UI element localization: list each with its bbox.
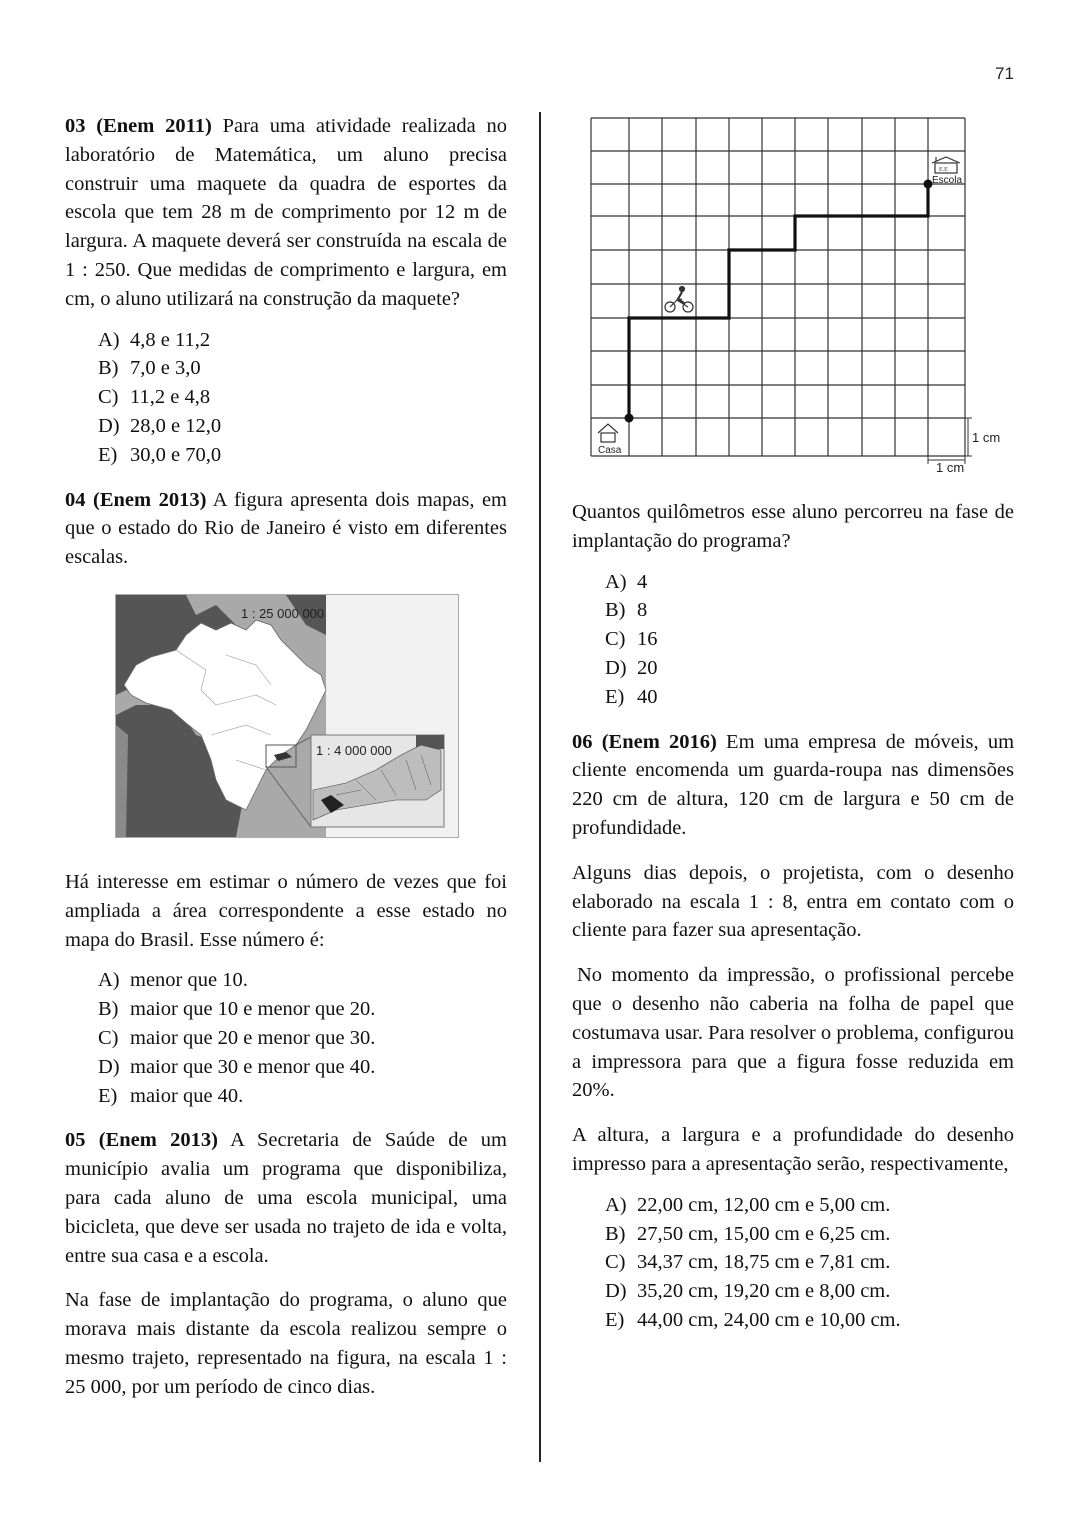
question-06-text4: A altura, a largura e a profundidade do desenho impresso para a apresentação serão, respectivamente, — [572, 1124, 1014, 1175]
option-c[interactable]: C) maior que 20 e menor que 30. — [98, 1026, 376, 1049]
brazil-map-illustration — [116, 595, 458, 837]
escola-label: Escola — [932, 175, 963, 186]
column-divider — [539, 112, 541, 1462]
question-06-text3: No momento da impressão, o profissional percebe que o desenho não caberia na folha de papel que costumava usar. Para resolver o problema, configurou a impressora para que a figura fosse reduzida em 20%. — [572, 964, 1014, 1102]
rj-scale-label: 1 : 4 000 000 — [316, 742, 392, 758]
option-e[interactable]: E) 30,0 e 70,0 — [98, 443, 222, 466]
option-c[interactable]: C) 16 — [605, 628, 658, 651]
question-06-options — [572, 1191, 1014, 1335]
question-04-source: (Enem 2013) — [93, 488, 207, 511]
brazil-scale-label: 1 : 25 000 000 — [241, 605, 325, 621]
route-grid-figure — [588, 114, 1008, 480]
vertical-unit-label: 1 cm — [972, 430, 1001, 445]
question-03-options — [65, 326, 507, 470]
question-06 — [572, 728, 1014, 1335]
question-05-source: (Enem 2013) — [98, 1129, 218, 1152]
right-column — [572, 498, 1014, 1335]
question-04-options — [65, 966, 507, 1110]
option-a[interactable]: A) 22,00 cm, 12,00 cm e 5,00 cm. — [605, 1193, 891, 1216]
question-05-text2: Na fase de implantação do programa, o aluno que morava mais distante da escola realizou sempre o mesmo trajeto, representado na figura, na escala 1 : 25 000, por um período de cinco dias. — [65, 1289, 507, 1398]
option-b[interactable]: B) 7,0 e 3,0 — [98, 357, 201, 380]
question-05-prompt: Quantos quilômetros esse aluno percorreu na fase de implantação do programa? — [572, 501, 1014, 552]
option-b[interactable]: B) 8 — [605, 599, 648, 622]
cyclist-icon — [665, 287, 693, 313]
option-e[interactable]: E) 40 — [605, 685, 658, 708]
question-04-text2: Há interesse em estimar o número de vezes que foi ampliada a área correspondente a esse estado no mapa do Brasil. Esse número é: — [65, 870, 507, 951]
option-e[interactable]: E) maior que 40. — [98, 1084, 244, 1107]
option-c[interactable]: C) 34,37 cm, 18,75 cm e 7,81 cm. — [605, 1251, 891, 1274]
option-b[interactable]: B) 27,50 cm, 15,00 cm e 6,25 cm. — [605, 1222, 891, 1245]
question-05 — [65, 1126, 507, 1401]
horizontal-unit-label: 1 cm — [936, 460, 965, 475]
option-b[interactable]: B) maior que 10 e menor que 20. — [98, 998, 376, 1021]
question-06-statement — [572, 728, 1014, 843]
question-05-number: 05 — [65, 1129, 86, 1152]
option-a[interactable]: A) menor que 10. — [98, 969, 248, 992]
option-a[interactable]: A) 4 — [605, 570, 648, 593]
question-06-number: 06 — [572, 730, 593, 753]
question-05-continued — [572, 498, 1014, 712]
start-point-marker — [625, 414, 634, 423]
page-number: 71 — [995, 64, 1014, 83]
question-03-text: Para uma atividade realizada no laboratório de Matemática, um aluno precisa construir uma maquete da quadra de esportes da escola que tem 28 m de comprimento por 12 m de largura. A maquete deverá ser construída na escala de 1 : 250. Que medidas de comprimento e largura, em cm, o aluno utilizará na construção da maquete? — [65, 115, 508, 310]
option-e[interactable]: E) 44,00 cm, 24,00 cm e 10,00 cm. — [605, 1308, 901, 1331]
option-d[interactable]: D) 20 — [605, 656, 658, 679]
route-path — [629, 184, 928, 418]
option-c[interactable]: C) 11,2 e 4,8 — [98, 386, 211, 409]
option-d[interactable]: D) 35,20 cm, 19,20 cm e 8,00 cm. — [605, 1280, 891, 1303]
question-05-options — [572, 568, 1014, 712]
option-d[interactable]: D) maior que 30 e menor que 40. — [98, 1055, 376, 1078]
question-06-text2: Alguns dias depois, o projetista, com o desenho elaborado na escala 1 : 8, entra em contato com o cliente para fazer sua apresentação. — [572, 861, 1014, 942]
question-03-statement — [65, 112, 507, 314]
brazil-map-figure — [115, 594, 459, 838]
question-05-text: A Secretaria de Saúde de um município avalia um programa que disponibiliza, para cada aluno de uma escola municipal, uma bicicleta, que deve ser usada no trajeto de ida e volta, entre sua casa e a escola. — [65, 1129, 508, 1267]
question-03-number: 03 — [65, 115, 86, 137]
question-04-number: 04 — [65, 488, 86, 511]
house-icon — [598, 424, 618, 442]
left-column — [65, 112, 507, 1402]
question-06-source: (Enem 2016) — [601, 730, 717, 753]
question-06-text: Em uma empresa de móveis, um cliente encomenda um guarda-roupa nas dimensões 220 cm de altura, 120 cm de largura e 50 cm de profundidade. — [572, 730, 1015, 839]
option-d[interactable]: D) 28,0 e 12,0 — [98, 414, 222, 437]
option-a[interactable]: A) 4,8 e 11,2 — [98, 328, 211, 351]
question-04-statement — [65, 486, 507, 572]
casa-label: Casa — [598, 445, 622, 456]
question-05-statement — [65, 1126, 507, 1270]
route-grid-illustration — [588, 114, 1008, 480]
question-04 — [65, 486, 507, 1111]
question-03 — [65, 112, 507, 470]
question-03-source: (Enem 2011) — [96, 115, 212, 137]
question-04-text: A figura apresenta dois mapas, em que o estado do Rio de Janeiro é visto em diferentes escalas. — [65, 488, 508, 569]
school-sign: E.E — [939, 167, 948, 173]
